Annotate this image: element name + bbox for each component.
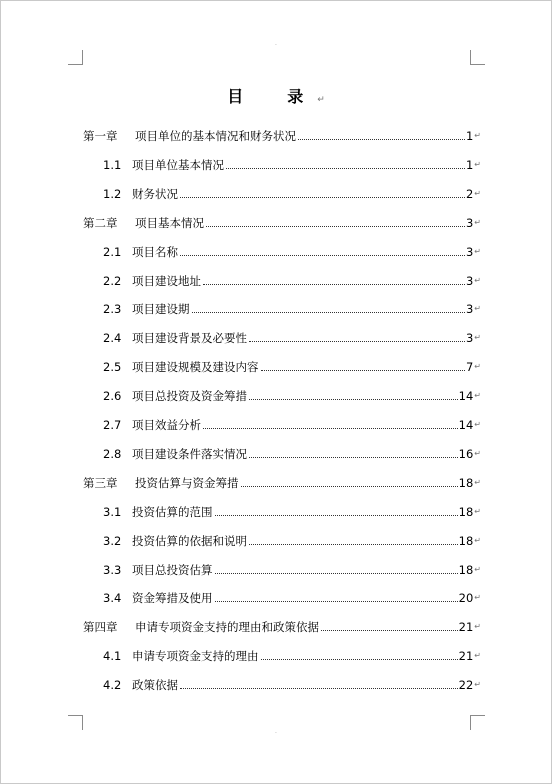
toc-section-entry[interactable] <box>103 677 481 693</box>
toc-chapter-entry[interactable] <box>83 619 481 635</box>
toc-dot-leader <box>192 312 465 313</box>
toc-entry-number: 第三章 <box>83 476 118 490</box>
toc-entry-page-number: 7 <box>465 360 474 374</box>
toc-section-entry[interactable] <box>103 244 481 260</box>
toc-entry-label: 项目建设地址 <box>132 274 201 288</box>
paragraph-mark-icon: ↵ <box>474 536 481 545</box>
toc-entry-page-number: 3 <box>465 274 474 288</box>
toc-dot-leader <box>215 515 458 516</box>
margin-corner-top-left <box>68 50 83 65</box>
toc-entry-label: 申请专项资金支持的理由和政策依据 <box>135 620 319 634</box>
toc-entry-number: 4.1 <box>103 649 122 663</box>
toc-dot-leader <box>206 226 465 227</box>
toc-dot-leader <box>180 197 465 198</box>
toc-entry-page-number: 3 <box>465 302 474 316</box>
paragraph-mark-icon: ↵ <box>474 565 481 574</box>
paragraph-mark-icon: ↵ <box>474 420 481 429</box>
toc-entry-page-number: 3 <box>465 216 474 230</box>
toc-entry-number: 1.2 <box>103 187 122 201</box>
toc-entry-page-number: 16 <box>458 447 474 461</box>
toc-entry-page-number: 14 <box>458 389 474 403</box>
toc-dot-leader <box>180 688 458 689</box>
toc-entry-number: 2.8 <box>103 447 122 461</box>
toc-entry-page-number: 18 <box>458 476 474 490</box>
toc-entry-label: 项目建设条件落实情况 <box>132 447 247 461</box>
toc-section-entry[interactable] <box>103 648 481 664</box>
toc-entry-number: 3.2 <box>103 534 122 548</box>
header-mark: . <box>275 40 277 47</box>
toc-entry-label: 项目基本情况 <box>135 216 204 230</box>
page-title <box>0 84 552 107</box>
toc-entry-page-number: 1 <box>465 158 474 172</box>
toc-entry-number: 2.6 <box>103 389 122 403</box>
toc-entry-page-number: 21 <box>458 620 474 634</box>
toc-entry-page-number: 1 <box>465 129 474 143</box>
toc-dot-leader <box>249 544 458 545</box>
toc-section-entry[interactable] <box>103 186 481 202</box>
toc-entry-number: 2.5 <box>103 360 122 374</box>
toc-dot-leader <box>241 486 458 487</box>
toc-dot-leader <box>261 370 465 371</box>
toc-dot-leader <box>215 573 458 574</box>
paragraph-mark-icon: ↵ <box>317 95 325 105</box>
toc-entry-page-number: 2 <box>465 187 474 201</box>
paragraph-mark-icon: ↵ <box>474 593 481 602</box>
toc-entry-number: 2.7 <box>103 418 122 432</box>
toc-entry-number: 2.1 <box>103 245 122 259</box>
toc-section-entry[interactable] <box>103 301 481 317</box>
toc-dot-leader <box>321 630 458 631</box>
toc-dot-leader <box>249 457 458 458</box>
margin-corner-bottom-right <box>470 715 485 730</box>
toc-section-entry[interactable] <box>103 446 481 462</box>
paragraph-mark-icon: ↵ <box>474 131 481 140</box>
paragraph-mark-icon: ↵ <box>474 391 481 400</box>
toc-entry-number: 4.2 <box>103 678 122 692</box>
toc-entry-label: 项目效益分析 <box>132 418 201 432</box>
toc-entry-number: 3.4 <box>103 591 122 605</box>
toc-dot-leader <box>298 139 465 140</box>
toc-entry-label: 项目总投资估算 <box>132 563 213 577</box>
paragraph-mark-icon: ↵ <box>474 680 481 689</box>
toc-section-entry[interactable] <box>103 273 481 289</box>
paragraph-mark-icon: ↵ <box>474 218 481 227</box>
toc-entry-page-number: 18 <box>458 505 474 519</box>
toc-entry-label: 申请专项资金支持的理由 <box>132 649 259 663</box>
paragraph-mark-icon: ↵ <box>474 304 481 313</box>
toc-entry-label: 项目总投资及资金筹措 <box>132 389 247 403</box>
toc-entry-number: 2.4 <box>103 331 122 345</box>
toc-entry-number: 第二章 <box>83 216 118 230</box>
toc-entry-number: 第四章 <box>83 620 118 634</box>
toc-entry-number: 1.1 <box>103 158 122 172</box>
paragraph-mark-icon: ↵ <box>474 189 481 198</box>
toc-chapter-entry[interactable] <box>83 128 481 144</box>
toc-entry-page-number: 20 <box>458 591 474 605</box>
toc-entry-label: 投资估算的范围 <box>132 505 213 519</box>
toc-dot-leader <box>226 168 465 169</box>
toc-chapter-entry[interactable] <box>83 215 481 231</box>
toc-dot-leader <box>261 659 458 660</box>
toc-entry-label: 项目名称 <box>132 245 178 259</box>
paragraph-mark-icon: ↵ <box>474 622 481 631</box>
toc-section-entry[interactable] <box>103 562 481 578</box>
paragraph-mark-icon: ↵ <box>474 478 481 487</box>
toc-section-entry[interactable] <box>103 330 481 346</box>
margin-corner-bottom-left <box>68 715 83 730</box>
toc-entry-label: 投资估算的依据和说明 <box>132 534 247 548</box>
toc-entry-number: 2.3 <box>103 302 122 316</box>
toc-entry-page-number: 18 <box>458 534 474 548</box>
paragraph-mark-icon: ↵ <box>474 651 481 660</box>
paragraph-mark-icon: ↵ <box>474 362 481 371</box>
toc-entry-label: 政策依据 <box>132 678 178 692</box>
toc-entry-label: 投资估算与资金筹措 <box>135 476 239 490</box>
toc-entry-label: 项目建设规模及建设内容 <box>132 360 259 374</box>
toc-dot-leader <box>203 284 465 285</box>
paragraph-mark-icon: ↵ <box>474 276 481 285</box>
footer-mark: . <box>275 728 277 735</box>
margin-corner-top-right <box>470 50 485 65</box>
toc-entry-label: 项目建设背景及必要性 <box>132 331 247 345</box>
toc-section-entry[interactable] <box>103 533 481 549</box>
paragraph-mark-icon: ↵ <box>474 449 481 458</box>
toc-entry-page-number: 18 <box>458 563 474 577</box>
paragraph-mark-icon: ↵ <box>474 160 481 169</box>
toc-entry-number: 3.1 <box>103 505 122 519</box>
toc-section-entry[interactable] <box>103 590 481 606</box>
toc-entry-label: 项目单位的基本情况和财务状况 <box>135 129 296 143</box>
toc-section-entry[interactable] <box>103 417 481 433</box>
toc-dot-leader <box>203 428 458 429</box>
toc-entry-number: 第一章 <box>83 129 118 143</box>
toc-section-entry[interactable] <box>103 388 481 404</box>
toc-entry-label: 财务状况 <box>132 187 178 201</box>
toc-dot-leader <box>215 601 458 602</box>
paragraph-mark-icon: ↵ <box>474 507 481 516</box>
toc-entry-number: 2.2 <box>103 274 122 288</box>
toc-dot-leader <box>249 399 458 400</box>
toc-entry-label: 项目单位基本情况 <box>132 158 224 172</box>
toc-chapter-entry[interactable] <box>83 475 481 491</box>
toc-entry-page-number: 3 <box>465 331 474 345</box>
toc-section-entry[interactable] <box>103 359 481 375</box>
toc-entry-number: 3.3 <box>103 563 122 577</box>
paragraph-mark-icon: ↵ <box>474 247 481 256</box>
toc-section-entry[interactable] <box>103 157 481 173</box>
toc-entry-page-number: 14 <box>458 418 474 432</box>
toc-entry-page-number: 22 <box>458 678 474 692</box>
toc-entry-page-number: 3 <box>465 245 474 259</box>
toc-dot-leader <box>249 341 465 342</box>
paragraph-mark-icon: ↵ <box>474 333 481 342</box>
toc-entry-label: 资金筹措及使用 <box>132 591 213 605</box>
toc-entry-page-number: 21 <box>458 649 474 663</box>
toc-section-entry[interactable] <box>103 504 481 520</box>
page-title-text: 目 录 <box>227 87 318 106</box>
toc-dot-leader <box>180 255 465 256</box>
toc-entry-label: 项目建设期 <box>132 302 190 316</box>
